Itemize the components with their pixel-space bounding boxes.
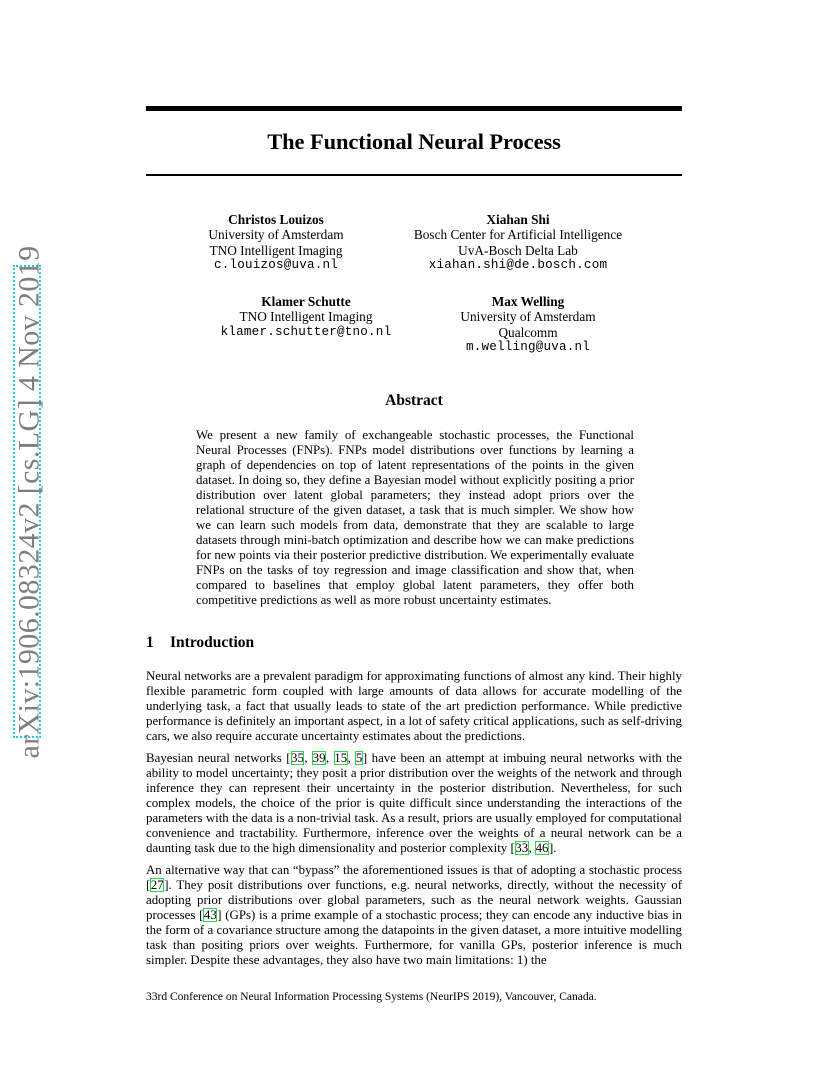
author-name: Christos Louizos bbox=[228, 212, 324, 227]
section-title: Introduction bbox=[170, 634, 255, 651]
author-email[interactable]: c.louizos@uva.nl bbox=[213, 258, 339, 273]
author-block-4 bbox=[438, 294, 618, 356]
author-affiliation: University of Amsterdam bbox=[208, 227, 344, 243]
author-block-2 bbox=[398, 212, 638, 274]
author-affiliation: Bosch Center for Artificial Intelligence bbox=[413, 227, 623, 243]
citation-link[interactable]: 35 bbox=[291, 751, 304, 765]
author-affiliation: TNO Intelligent Imaging bbox=[239, 309, 373, 325]
intro-paragraph-1: Neural networks are a prevalent paradigm for approximating functions of almost any kind. Their highly flexible parametric form coupled with large amounts of data allows for accurate modelling of the underlying task, a fact that usually leads to state of the art prediction performance. While predictive performance is definitely an important aspect, in a lot of safety critical applications, such as self-driving cars, we also require accurate uncertainty estimates about the predictions. bbox=[146, 669, 682, 743]
paragraph-text: ]. bbox=[548, 841, 557, 855]
conference-footer: 33rd Conference on Neural Information Processing Systems (NeurIPS 2019), Vancouver, Canada. bbox=[146, 991, 597, 1003]
citation-link[interactable]: 27 bbox=[150, 878, 164, 892]
paragraph-text: ] have been an attempt at imbuing neural networks with the ability to model uncertainty; they posit a prior distribution over the weights of the network and through inference they can represent their uncertainty in the posterior distribution. Nevertheless, for such complex models, the choice of the prior is quite difficult since understanding the interactions of the parameters with the data is a non-trivial task. As a result, priors are usually employed for computational convenience and tractability. Furthermore, inference over the weights of a neural network can be a daunting task due to the high dimensionality and posterior complexity [ bbox=[146, 751, 683, 855]
author-email[interactable]: xiahan.shi@de.bosch.com bbox=[428, 258, 608, 273]
paper-title: The Functional Neural Process bbox=[267, 129, 561, 154]
paragraph-text: An alternative way that can “bypass” the aforementioned issues is that of adopting a stochastic process [ bbox=[146, 863, 682, 892]
section-heading bbox=[146, 634, 254, 652]
abstract-heading: Abstract bbox=[385, 392, 443, 409]
citation-separator: , bbox=[347, 751, 356, 765]
citation-separator: , bbox=[304, 751, 313, 765]
author-block-3 bbox=[196, 294, 416, 340]
citation-separator: , bbox=[528, 841, 536, 855]
paragraph-text: ] (GPs) is a prime example of a stochastic process; they can encode any inductive bias in the form of a covariance structure among the datapoints in the given dataset, a more intuitive modelling task than positing priors over weights. Furthermore, for vanilla GPs, posterior inference is much simpler. Despite these advantages, they also have two main limitations: 1) the bbox=[146, 908, 682, 967]
abstract-text: We present a new family of exchangeable stochastic processes, the Functional Neural Processes (FNPs). FNPs model distributions over functions by learning a graph of dependencies on top of latent representations of the points in the given dataset. In doing so, they define a Bayesian model without explicitly positing a prior distribution over latent global parameters; they instead adopt priors over the relational structure of the given dataset, a task that is much simpler. We show how we can learn such models from data, demonstrate that they are scalable to large datasets through mini-batch optimization and describe how we can make predictions for new points via their posterior predictive distribution. We experimentally evaluate FNPs on the tasks of toy regression and image classification and show that, when compared to baselines that employ global latent parameters, they offer both competitive predictions as well as more robust uncertainty estimates. bbox=[196, 428, 634, 607]
paragraph-text: ]. They posit distributions over functions, e.g. neural networks, directly, without the necessity of adopting prior distributions over global parameters, such as the neural network weights. Gaussian processes [ bbox=[146, 878, 682, 922]
intro-paragraph-2 bbox=[146, 751, 682, 856]
author-block-1 bbox=[176, 212, 376, 274]
author-email[interactable]: m.welling@uva.nl bbox=[465, 340, 591, 355]
author-email[interactable]: klamer.schutter@tno.nl bbox=[220, 324, 392, 339]
author-affiliation: UvA-Bosch Delta Lab bbox=[458, 242, 578, 258]
citation-link[interactable]: 39 bbox=[312, 751, 326, 765]
author-name: Klamer Schutte bbox=[261, 294, 351, 309]
author-name: Max Welling bbox=[491, 294, 565, 309]
citation-link[interactable]: 33 bbox=[515, 841, 529, 855]
citation-link[interactable]: 15 bbox=[334, 751, 348, 765]
citation-link[interactable]: 46 bbox=[535, 841, 549, 855]
citation-link[interactable]: 5 bbox=[355, 751, 363, 765]
author-affiliation: TNO Intelligent Imaging bbox=[209, 242, 343, 258]
citation-separator: , bbox=[326, 751, 334, 765]
arxiv-id: arXiv:1906.08324v2 [cs.LG] 4 Nov 2019 bbox=[13, 244, 47, 759]
title-top-rule bbox=[146, 106, 682, 111]
arxiv-stamp[interactable] bbox=[4, 244, 56, 759]
citation-link[interactable]: 43 bbox=[203, 908, 217, 922]
author-affiliation: Qualcomm bbox=[498, 324, 558, 340]
author-affiliation: University of Amsterdam bbox=[460, 309, 596, 325]
paragraph-text: Bayesian neural networks [ bbox=[146, 751, 291, 765]
intro-paragraph-3 bbox=[146, 863, 682, 968]
section-number: 1 bbox=[146, 634, 154, 651]
title-bottom-rule bbox=[146, 174, 682, 176]
author-name: Xiahan Shi bbox=[486, 212, 550, 227]
